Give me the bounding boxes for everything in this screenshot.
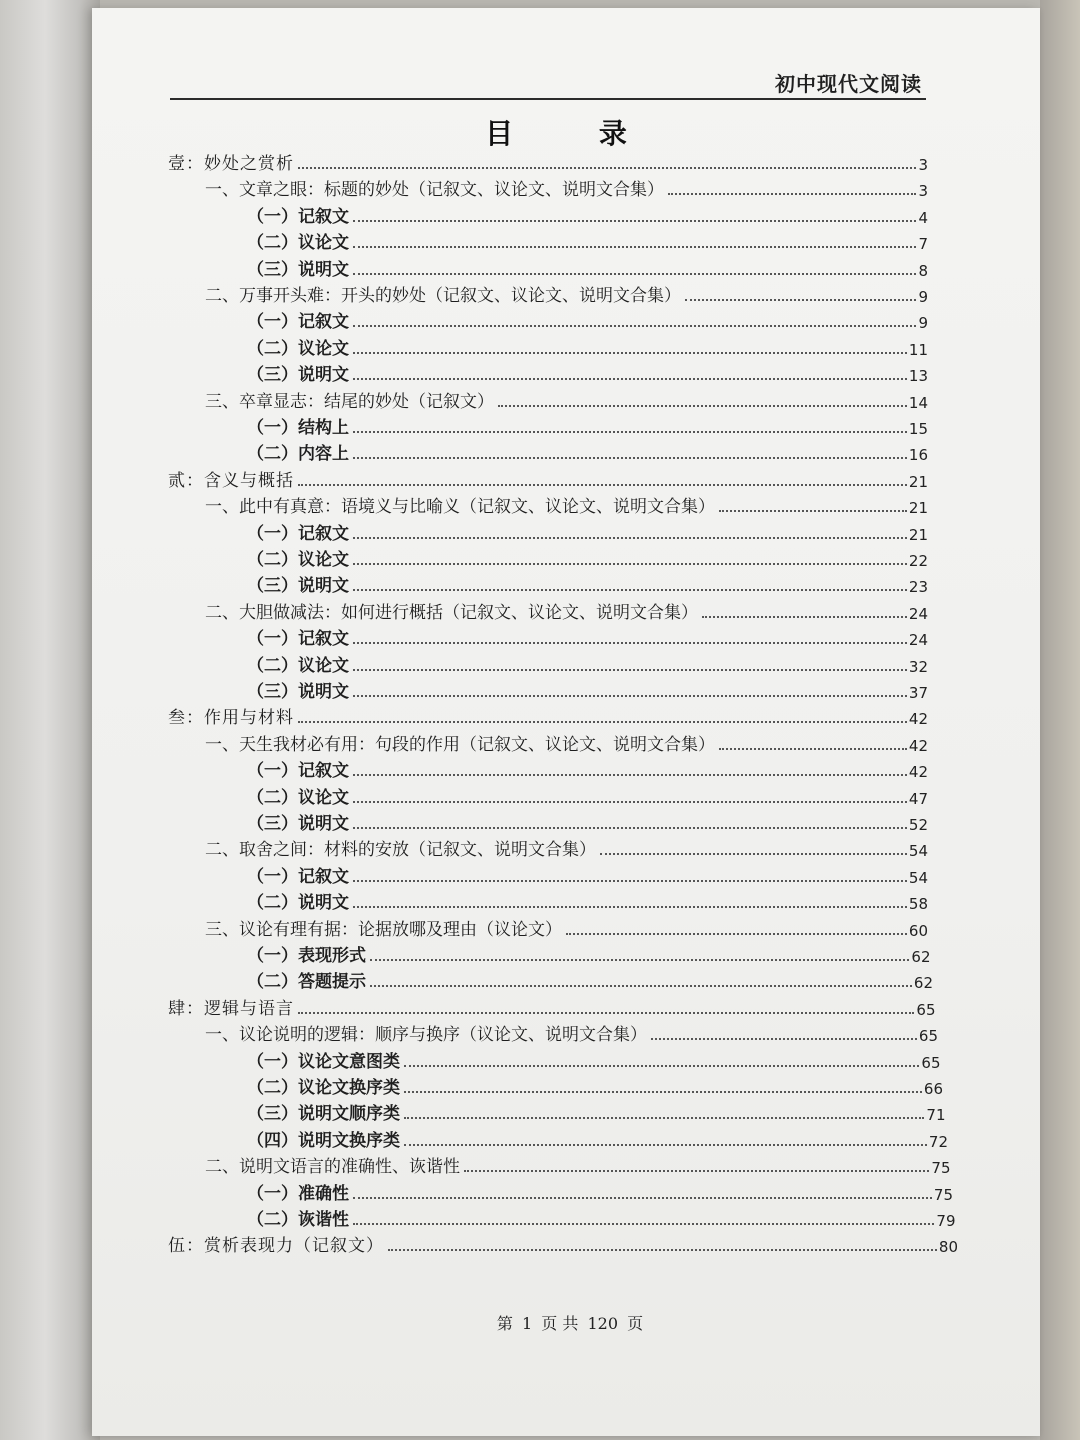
toc-entry-page: 15 (908, 420, 928, 438)
toc-entry-page: 21 (908, 525, 928, 544)
toc-entry-label: （三）说明文 (247, 576, 349, 597)
toc-entry-label: （三）说明文 (247, 365, 349, 386)
toc-entry[interactable] (247, 227, 928, 253)
toc-entry-page: 13 (908, 367, 928, 386)
toc-entry-page: 72 (928, 1132, 948, 1151)
toc-entry-label: 叁：作用与材料 (168, 708, 294, 729)
toc-entry[interactable] (247, 1125, 948, 1151)
toc-entry-label: （一）记叙文 (247, 523, 349, 544)
toc-leader-dots (353, 273, 916, 275)
footer-mid: 页 共 (541, 1314, 579, 1333)
toc-entry-label: 二、说明文语言的准确性、诙谐性 (205, 1157, 460, 1178)
toc-entry-page: 24 (908, 631, 928, 650)
page-footer (0, 1311, 1080, 1334)
toc-leader-dots (353, 537, 907, 539)
table-surface (1040, 0, 1080, 1440)
toc-entry-label: （二）议论文换序类 (247, 1078, 400, 1098)
toc-entry-label: （一）准确性 (247, 1183, 349, 1204)
toc-entry[interactable] (247, 1046, 941, 1072)
footer-suffix: 页 (627, 1314, 644, 1333)
toc-leader-dots (702, 616, 907, 618)
toc-entry[interactable] (247, 544, 928, 570)
toc-leader-dots (370, 959, 909, 961)
toc-entry-page: 24 (908, 604, 928, 623)
toc-entry[interactable] (205, 1019, 938, 1045)
toc-leader-dots (353, 589, 907, 591)
toc-entry-label: 肆：逻辑与语言 (168, 998, 294, 1019)
toc-entry[interactable] (205, 729, 928, 755)
toc-entry-label: （一）记叙文 (247, 866, 349, 887)
toc-entry-label: （二）内容上 (247, 444, 349, 465)
toc-entry-label: （二）诙谐性 (247, 1210, 349, 1230)
toc-leader-dots (404, 1117, 924, 1119)
toc-entry-page: 11 (908, 340, 928, 359)
toc-entry-page: 3 (918, 182, 928, 201)
toc-entry-label: 伍：赏析表现力（记叙文） (168, 1236, 384, 1257)
toc-entry-label: 一、此中有真意：语境义与比喻义（记叙文、议论文、说明文合集） (205, 497, 715, 518)
toc-entry[interactable] (205, 914, 928, 940)
toc-leader-dots (404, 1091, 922, 1093)
toc-leader-dots (353, 906, 907, 908)
toc-entry-page: 62 (913, 974, 933, 993)
toc-entry[interactable] (247, 254, 928, 280)
toc-entry-page: 21 (908, 472, 928, 491)
toc-leader-dots (353, 774, 907, 776)
toc-entry-page: 65 (921, 1053, 941, 1072)
toc-leader-dots (719, 748, 907, 750)
toc-leader-dots (566, 933, 907, 935)
toc-entry-page: 8 (918, 261, 928, 280)
header-title: 初中现代文阅读 (775, 72, 922, 96)
toc-entry-page: 9 (918, 288, 928, 306)
toc-entry-label: （一）结构上 (247, 418, 349, 438)
toc-entry-label: 一、议论说明的逻辑：顺序与换序（议论文、说明文合集） (205, 1025, 647, 1046)
toc-leader-dots (353, 695, 907, 697)
toc-entry-label: （二）议论文 (247, 787, 349, 808)
toc-entry[interactable] (205, 386, 928, 412)
toc-entry-page: 62 (911, 948, 931, 966)
toc-entry[interactable] (205, 280, 928, 306)
toc-leader-dots (353, 1197, 932, 1199)
toc-leader-dots (353, 220, 916, 222)
toc-entry[interactable] (205, 1151, 951, 1177)
toc-leader-dots (353, 880, 907, 882)
toc-entry-page: 32 (908, 657, 928, 676)
toc-entry-label: 贰：含义与概括 (168, 470, 294, 491)
toc-entry-label: 二、取舍之间：材料的安放（记叙文、说明文合集） (205, 840, 596, 861)
toc-leader-dots (404, 1065, 919, 1067)
toc-entry-label: （一）记叙文 (247, 761, 349, 782)
toc-entry-label: （三）说明文 (247, 814, 349, 834)
toc-entry[interactable] (247, 966, 933, 992)
toc-entry-label: （一）记叙文 (247, 206, 349, 227)
toc-entry[interactable] (247, 359, 928, 385)
toc-entry-label: （二）议论文 (247, 550, 349, 570)
binder-spine (0, 0, 100, 1440)
toc-leader-dots (668, 193, 916, 195)
toc-leader-dots (353, 325, 916, 327)
toc-entry-page: 16 (908, 446, 928, 465)
toc-entry-label: （四）说明文换序类 (247, 1130, 400, 1151)
toc-entry[interactable] (168, 702, 928, 728)
toc-entry[interactable] (247, 676, 928, 702)
toc-entry[interactable] (247, 201, 928, 227)
toc-leader-dots (353, 827, 907, 829)
toc-entry-label: 三、卒章显志：结尾的妙处（记叙文） (205, 391, 494, 412)
toc-entry-label: （三）说明文 (247, 682, 349, 702)
page-header (170, 64, 926, 100)
toc-entry-page: 21 (908, 499, 928, 518)
toc-leader-dots (651, 1038, 917, 1040)
toc-leader-dots (388, 1249, 937, 1251)
toc-entry[interactable] (247, 570, 928, 596)
toc-entry-label: （二）说明文 (247, 893, 349, 914)
toc-entry-label: （一）表现形式 (247, 946, 366, 966)
toc-entry-page: 79 (936, 1212, 956, 1230)
toc-entry-page: 66 (923, 1080, 943, 1098)
toc-leader-dots (685, 299, 916, 301)
toc-entry-page: 54 (908, 868, 928, 887)
toc-leader-dots (719, 510, 907, 512)
toc-entry-label: （三）说明文 (247, 259, 349, 280)
toc-leader-dots (370, 985, 912, 987)
footer-prefix: 第 (496, 1314, 513, 1333)
toc-entry-page: 37 (908, 684, 928, 702)
toc-entry-page: 47 (908, 789, 928, 808)
toc-entry[interactable] (247, 412, 928, 438)
toc-entry[interactable] (247, 1178, 953, 1204)
toc-entry[interactable] (247, 438, 928, 464)
toc-entry[interactable] (247, 808, 928, 834)
toc-entry-page: 80 (938, 1238, 958, 1257)
toc-entry[interactable] (247, 887, 928, 913)
toc-entry[interactable] (205, 174, 928, 200)
toc-entry[interactable] (168, 1230, 958, 1256)
toc-entry-page: 71 (926, 1106, 946, 1125)
toc-title: 目 录 (485, 117, 665, 150)
toc-entry-label: （二）议论文 (247, 338, 349, 359)
toc-entry-page: 42 (908, 763, 928, 782)
toc-entry-label: 三、议论有理有据：论据放哪及理由（议论文） (205, 919, 562, 940)
toc-leader-dots (298, 484, 907, 486)
toc-entry-label: （二）答题提示 (247, 972, 366, 993)
toc-leader-dots (464, 1170, 929, 1172)
toc-entry[interactable] (247, 940, 931, 966)
toc-entry[interactable] (168, 993, 936, 1019)
toc-entry[interactable] (247, 333, 928, 359)
toc-entry-page: 60 (908, 921, 928, 940)
toc-entry-page: 65 (916, 1000, 936, 1019)
toc-leader-dots (353, 1223, 934, 1225)
toc-entry-label: （二）议论文 (247, 655, 349, 676)
toc-leader-dots (298, 1012, 914, 1014)
toc-leader-dots (353, 563, 907, 565)
footer-total-pages: 120 (587, 1314, 618, 1333)
toc-entry[interactable] (168, 465, 928, 491)
toc-entry-page: 3 (918, 156, 928, 174)
toc-entry-page: 7 (918, 235, 928, 254)
toc-entry[interactable] (205, 597, 928, 623)
toc-entry[interactable] (247, 1072, 943, 1098)
toc-entry[interactable] (247, 755, 928, 781)
toc-entry-page: 14 (908, 393, 928, 412)
toc-entry[interactable] (168, 148, 928, 174)
toc-leader-dots (353, 669, 907, 671)
toc-leader-dots (600, 853, 907, 855)
toc-entry-page: 23 (908, 578, 928, 597)
toc-entry-page: 58 (908, 895, 928, 914)
toc-leader-dots (353, 642, 907, 644)
toc-entry[interactable] (247, 782, 928, 808)
toc-leader-dots (353, 352, 907, 354)
toc-entry-label: 一、文章之眼：标题的妙处（记叙文、议论文、说明文合集） (205, 180, 664, 201)
toc-entry-page: 65 (918, 1027, 938, 1046)
toc-entry[interactable] (247, 1204, 956, 1230)
toc-entry-page: 54 (908, 842, 928, 861)
toc-entry-label: （一）记叙文 (247, 312, 349, 333)
toc-leader-dots (353, 378, 907, 380)
toc-entry-page: 22 (908, 552, 928, 570)
toc-leader-dots (298, 721, 907, 723)
toc-leader-dots (353, 801, 907, 803)
toc-entry-page: 9 (918, 314, 928, 333)
toc-entry[interactable] (247, 306, 928, 332)
toc-entry[interactable] (247, 650, 928, 676)
toc-entry-label: （一）议论文意图类 (247, 1051, 400, 1072)
toc-entry-label: 一、天生我材必有用：句段的作用（记叙文、议论文、说明文合集） (205, 734, 715, 755)
toc-entry[interactable] (247, 623, 928, 649)
toc-entry-page: 75 (933, 1185, 953, 1204)
toc-entry-label: 二、大胆做减法：如何进行概括（记叙文、议论文、说明文合集） (205, 602, 698, 623)
toc-leader-dots (404, 1144, 927, 1146)
toc-entry[interactable] (247, 518, 928, 544)
toc-entry-page: 42 (908, 710, 928, 729)
toc-entry-page: 42 (908, 736, 928, 755)
footer-current-page: 1 (521, 1314, 533, 1333)
toc-entry-label: 二、万事开头难：开头的妙处（记叙文、议论文、说明文合集） (205, 286, 681, 306)
toc-entry[interactable] (205, 834, 928, 860)
toc-entry-label: （二）议论文 (247, 233, 349, 254)
toc-entry[interactable] (247, 1098, 946, 1124)
toc-entry-page: 52 (908, 816, 928, 834)
toc-leader-dots (353, 457, 907, 459)
toc-entry-page: 75 (931, 1159, 951, 1178)
toc-entry-label: （三）说明文顺序类 (247, 1104, 400, 1125)
toc-entry[interactable] (247, 861, 928, 887)
toc-leader-dots (298, 167, 916, 169)
toc-entry-label: 壹：妙处之赏析 (168, 154, 294, 174)
toc-entry[interactable] (205, 491, 928, 517)
toc-entry-label: （一）记叙文 (247, 629, 349, 650)
toc-leader-dots (498, 405, 907, 407)
toc-leader-dots (353, 246, 916, 248)
toc-entry-page: 4 (918, 208, 928, 227)
toc-leader-dots (353, 431, 907, 433)
